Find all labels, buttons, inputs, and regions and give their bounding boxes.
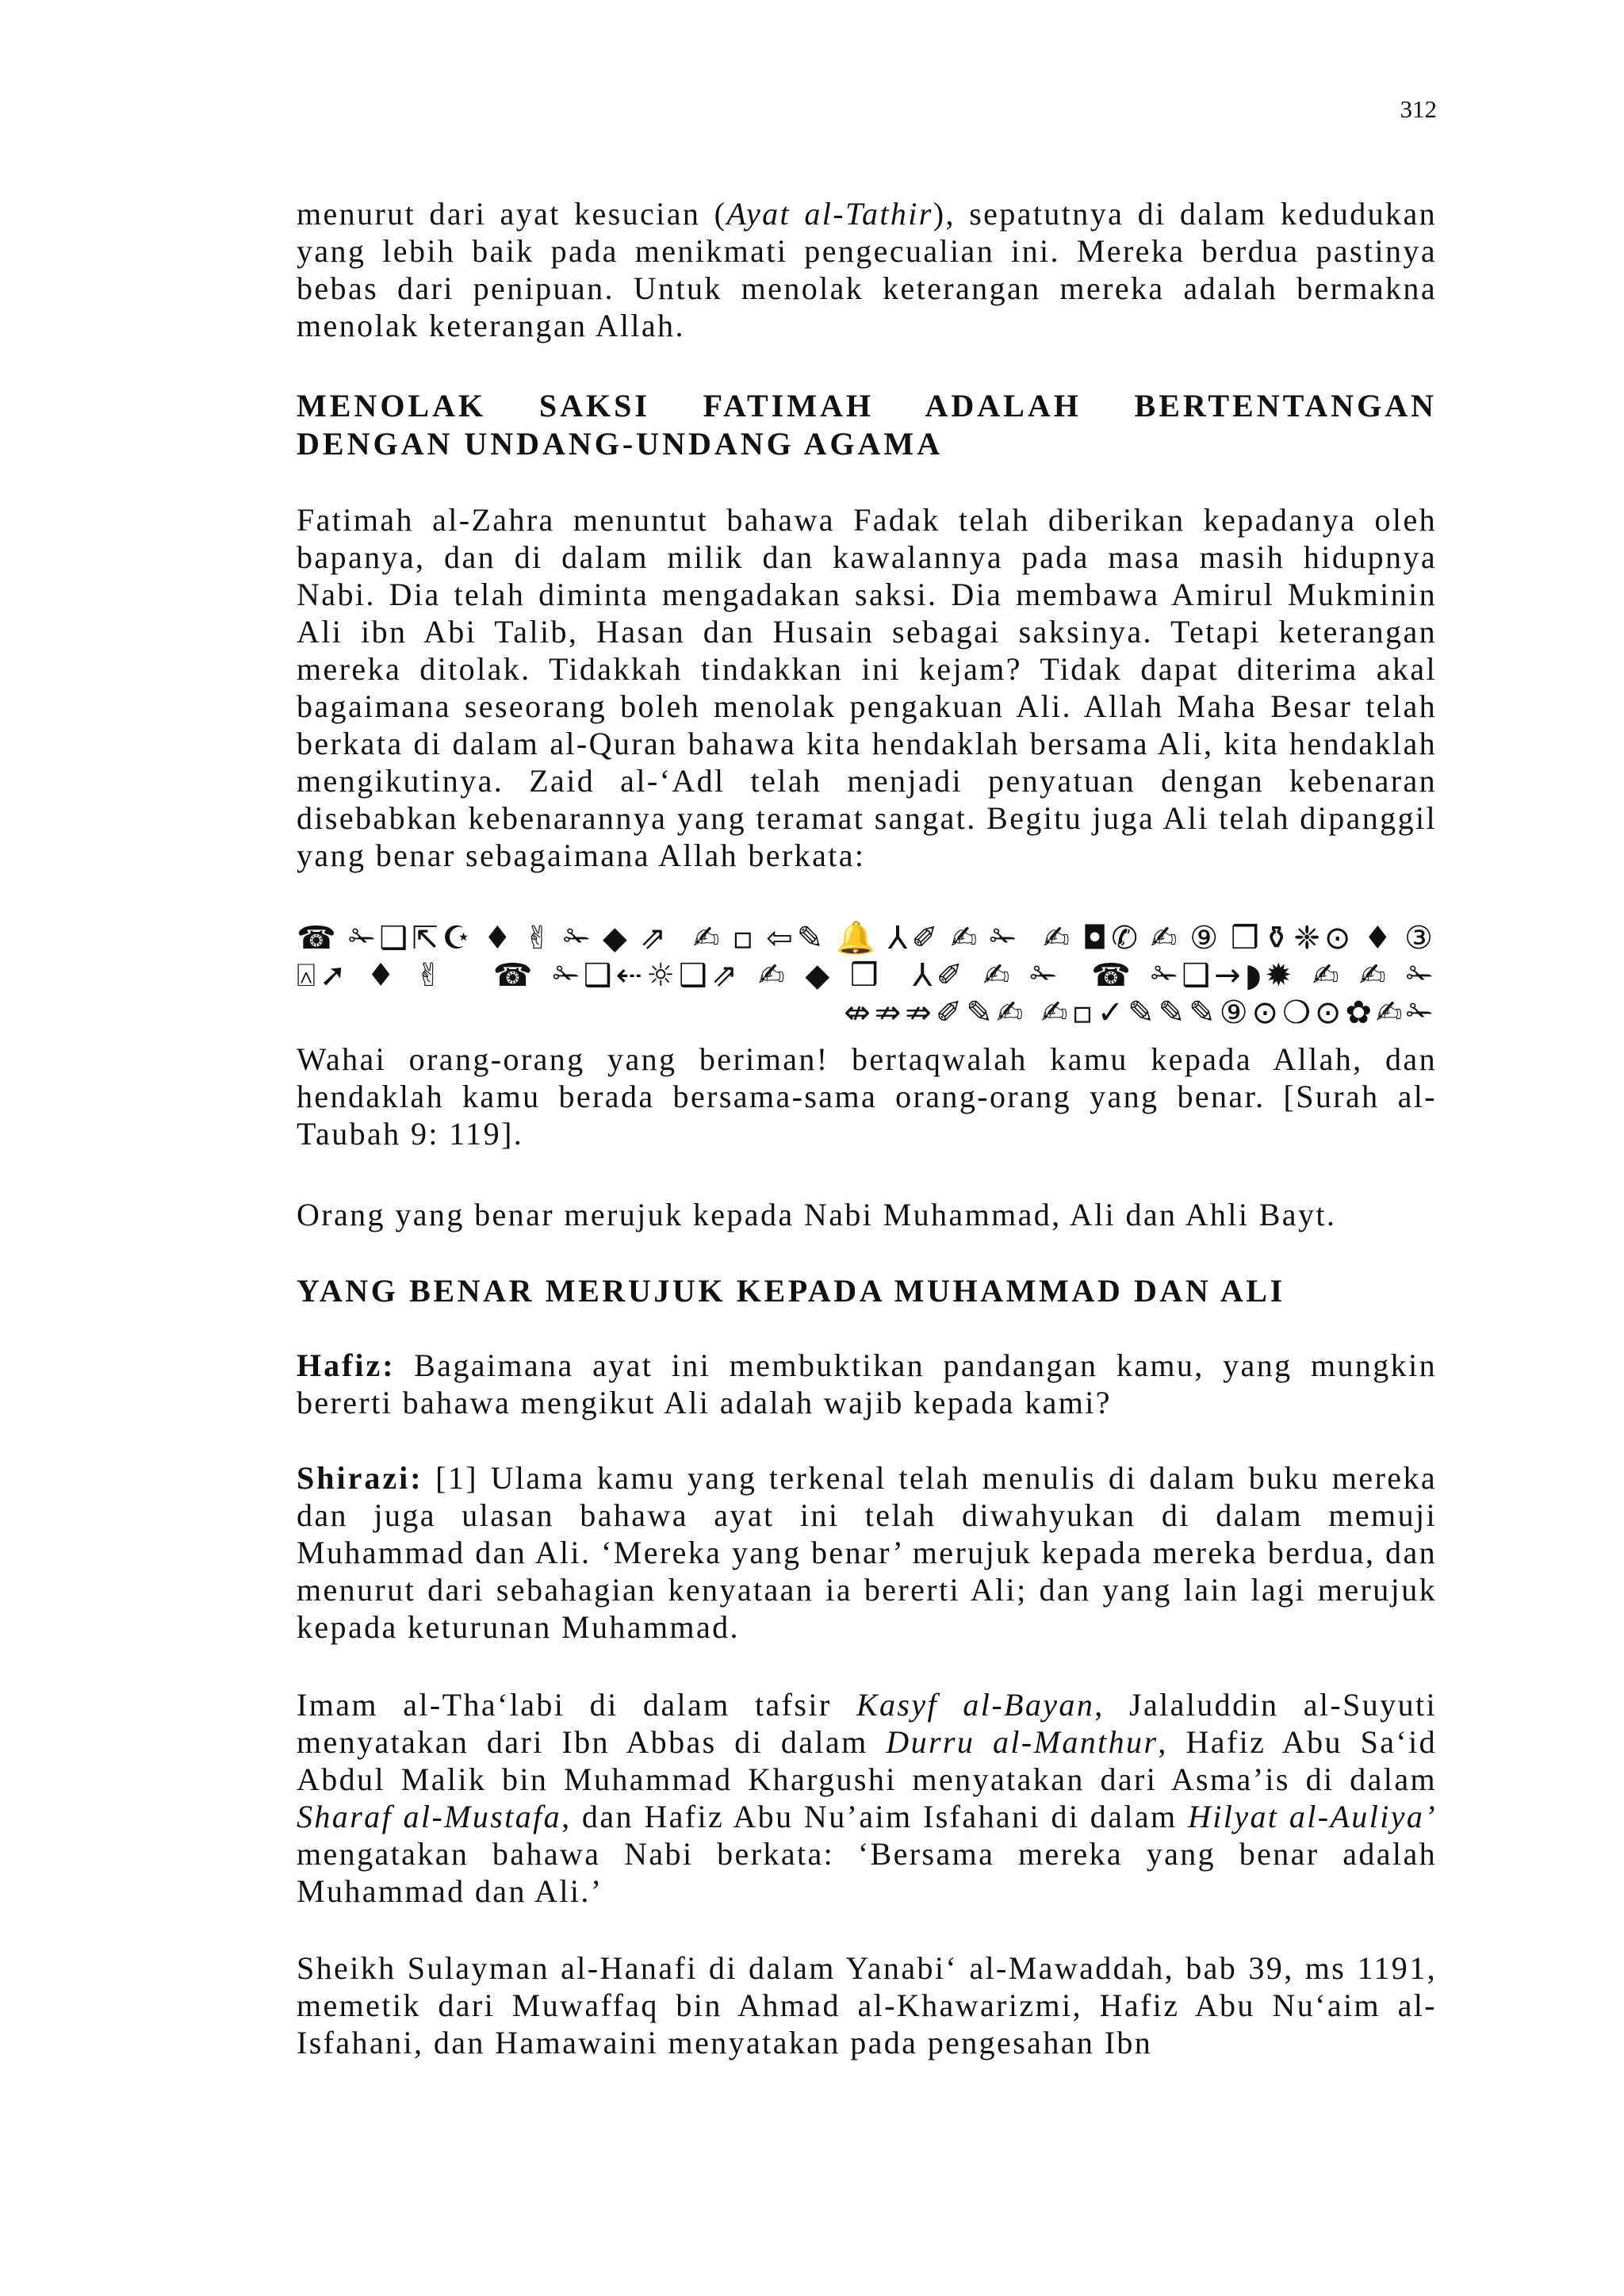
verse-line-2: ⍓➚♦✌ ☎✁❑⇠☼❑⇗✍◆❒ ⅄✐✍✁ ☎✁❑→◗✹✍✍✁ [297,957,1437,994]
speaker-shirazi: Shirazi: [297,1460,423,1496]
paragraph-fadak: Fatimah al-Zahra menuntut bahawa Fadak telah diberikan kepadanya oleh bapanya, dan di dalam milik dan kawalannya pada masa masih hidupnya Nabi. Dia telah diminta mengadakan saksi. Dia membawa Amirul Mukminin Ali ibn Abi Talib, Hasan dan Husain sebagai saksinya. Tetapi keterangan mereka ditolak. Tidakkah tindakkan ini kejam? Tidak dapat diterima akal bagaimana seseorang boleh menolak pengakuan Ali. Allah Maha Besar telah berkata di dalam al-Quran bahawa kita hendaklah bersama Ali, kita hendaklah mengikutinya. Zaid al-‘Adl telah menjadi penyatuan dengan kebenaran disebabkan kebenarannya yang teramat sangat. Begitu juga Ali telah dipanggil yang benar sebagaimana Allah berkata: [297,502,1437,873]
book-title: Kasyf al-Bayan [856,1687,1095,1723]
book-title: Hilyat al-Auliya’ [1188,1799,1437,1834]
book-title: Durru al-Manthur [886,1724,1159,1760]
book-title: Sharaf al-Mustafa [297,1799,562,1834]
verse-line-3: ⇎⇏⇏✐✎✍ ✍▫✓✎✎✎⑨⊙❍⊙✿✍✁ [844,995,1437,1031]
verse-translation: Wahai orang-orang yang beriman! bertaqwalah kamu kepada Allah, dan hendaklah kamu berada bersama-sama orang-orang yang benar. [Surah al-Taubah 9: 119]. [297,1041,1437,1152]
paragraph-yanabi: Sheikh Sulayman al-Hanafi di dalam Yanabi‘ al-Mawaddah, bab 39, ms 1191, memetik dari Muwaffaq bin Ahmad al-Khawarizmi, Hafiz Abu Nu‘aim al-Isfahani, dan Hamawaini menyatakan pada pengesahan Ibn [297,1950,1437,2060]
speaker-hafiz: Hafiz: [297,1347,396,1383]
paragraph-orang-benar: Orang yang benar merujuk kepada Nabi Muhammad, Ali dan Ahli Bayt. [297,1197,1337,1232]
paragraph-sources: Imam al-Tha‘labi di dalam tafsir Kasyf al-Bayan, Jalaluddin al-Suyuti menyatakan dari Ibn Abbas di dalam Durru al-Manthur, Hafiz Abu Sa‘id Abdul Malik bin Muhammad Khargushi menyatakan dari Asma’is di dalam Sharaf al-Mustafa, dan Hafiz Abu Nu’aim Isfahani di dalam Hilyat al-Auliya’ mengatakan bahawa Nabi berkata: ‘Bersama mereka yang benar adalah Muhammad dan Ali.’ [297,1687,1437,1909]
quran-verse-symbols [297,920,1437,1032]
section-heading-muhammad-ali: YANG BENAR MERUJUK KEPADA MUHAMMAD DAN ALI [297,1273,1285,1309]
section-heading-fatimah: MENOLAK SAKSI FATIMAH ADALAH BERTENTANGAN DENGAN UNDANG-UNDANG AGAMA [297,388,1437,462]
dialogue-hafiz: Hafiz: Bagaimana ayat ini membuktikan pandangan kamu, yang mungkin bererti bahawa mengikut Ali adalah wajib kepada kami? [297,1347,1437,1420]
paragraph-ayat-tathir: menurut dari ayat kesucian (Ayat al-Tathir), sepatutnya di dalam kedudukan yang lebih baik pada menikmati pengecualian ini. Mereka berdua pastinya bebas dari penipuan. Untuk menolak keterangan mereka adalah bermakna menolak keterangan Allah. [297,196,1438,343]
page-number: 312 [1400,95,1437,123]
italic-term: Ayat al-Tathir [726,196,933,232]
verse-line-1: ☎✁❑⇱☪♦✌✁◆⇗ ✍▫⇦✎🔔⅄✐✍✁ ✍◘✆✍⑨❒⚱❈⊙♦③ [297,920,1437,956]
dialogue-shirazi: Shirazi: [1] Ulama kamu yang terkenal telah menulis di dalam buku mereka dan juga ulasan bahawa ayat ini telah diwahyukan di dalam memuji Muhammad dan Ali. ‘Mereka yang benar’ merujuk kepada mereka berdua, dan menurut dari sebahagian kenyataan ia bererti Ali; dan yang lain lagi merujuk kepada keturunan Muhammad. [297,1460,1437,1645]
